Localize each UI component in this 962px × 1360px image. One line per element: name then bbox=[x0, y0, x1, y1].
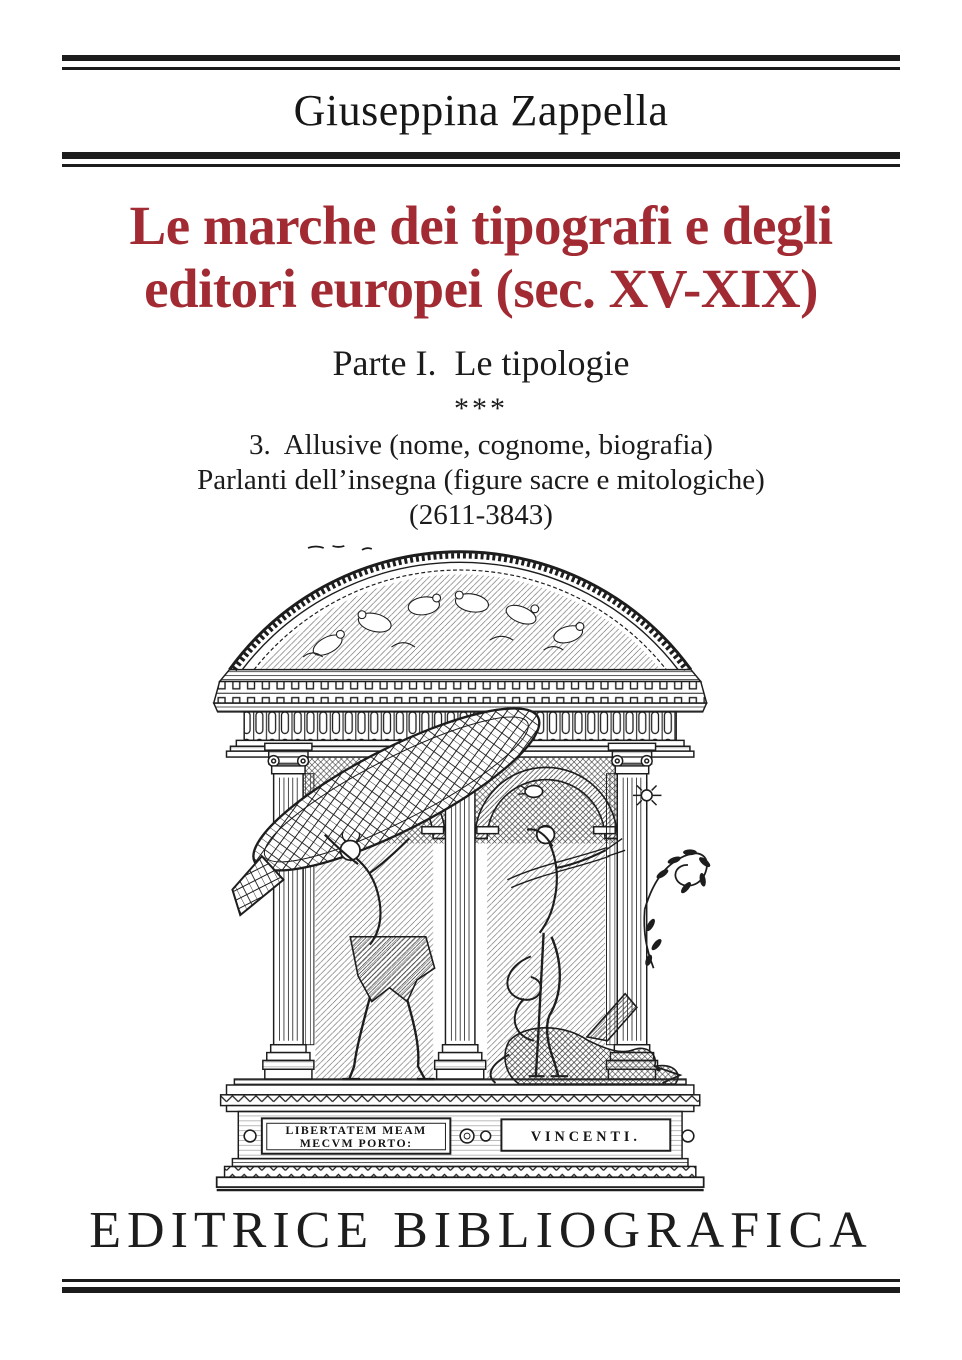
book-title-line1: Le marche dei tipografi e degli bbox=[129, 195, 833, 256]
printer-device-woodcut-illustration bbox=[210, 544, 730, 1192]
publisher-name: EDITRICE BIBLIOGRAFICA bbox=[89, 1202, 873, 1259]
left-plaque-text-line1: LIBERTATEM MEAM bbox=[285, 1124, 427, 1138]
mid-rule-thin bbox=[62, 164, 900, 167]
section-heading bbox=[0, 428, 962, 533]
left-plaque-text-line2: MECVM PORTO: bbox=[299, 1136, 413, 1150]
top-rule-thick bbox=[62, 55, 900, 61]
author-name: Giuseppina Zappella bbox=[293, 86, 669, 135]
section-line3: (2611-3843) bbox=[409, 499, 553, 531]
book-title bbox=[0, 194, 962, 320]
section-line1: 3. Allusive (nome, cognome, biografia) bbox=[249, 429, 713, 461]
book-title-line2: editori europei (sec. XV-XIX) bbox=[144, 258, 818, 319]
bottom-rule-thick bbox=[62, 1287, 900, 1293]
right-plaque-text: VINCENTI. bbox=[530, 1128, 641, 1145]
laurel-branch bbox=[644, 849, 712, 968]
part-subtitle: Parte I. Le tipologie bbox=[332, 343, 630, 383]
section-line2: Parlanti dell’insegna (figure sacre e mitologiche) bbox=[197, 464, 765, 496]
mid-rule-thick bbox=[62, 152, 900, 159]
bottom-rule-thin bbox=[62, 1279, 900, 1282]
top-rule-thin bbox=[62, 67, 900, 70]
woodcut-architecture bbox=[214, 546, 712, 1190]
asterisk-separator: *** bbox=[454, 392, 508, 425]
